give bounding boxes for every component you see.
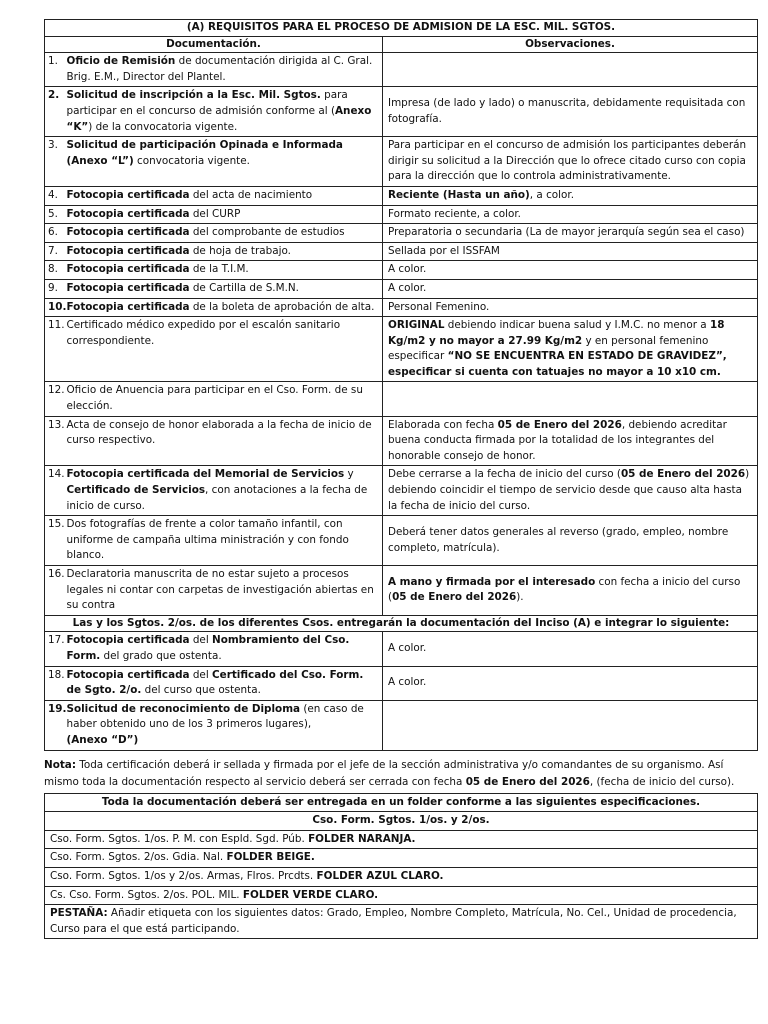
row-number: 13. xyxy=(45,416,67,466)
bold-text: Solicitud de inscripción a la Esc. Mil. Sgtos. xyxy=(66,89,321,102)
requirement-cell xyxy=(67,566,383,616)
table-row xyxy=(45,700,758,750)
text-run: de documentación dirigida al C. Gral. Brig. E.M., Director del Plantel. xyxy=(66,55,373,83)
text-run: Sellada por el ISSFAM xyxy=(388,244,500,257)
requirements-table xyxy=(44,19,758,751)
observation-cell xyxy=(383,261,758,280)
observation-cell xyxy=(383,566,758,616)
table-row xyxy=(45,317,758,382)
row-number: 11. xyxy=(45,317,67,382)
text-run: ) de la convocatoria vigente. xyxy=(88,120,238,133)
folder-cell xyxy=(45,867,758,886)
bold-text: Fotocopia certificada xyxy=(66,668,190,681)
observation-cell xyxy=(383,632,758,666)
observation-cell xyxy=(383,224,758,243)
requirement-cell xyxy=(67,186,383,205)
table-header-row xyxy=(45,36,758,53)
folder-cell xyxy=(45,905,758,939)
bold-text: Solicitud de reconocimiento de Diploma xyxy=(66,702,301,715)
observation-cell xyxy=(383,516,758,566)
requirement-cell xyxy=(67,298,383,317)
span-row xyxy=(45,615,758,632)
observation-cell xyxy=(383,53,758,87)
row-number: 10. xyxy=(45,298,67,317)
text-run: y en personal femenino especificar xyxy=(388,334,709,363)
text-run: Formato reciente, a color. xyxy=(388,207,521,220)
text-run: Oficio de Anuencia para participar en el Cso. Form. de su elección. xyxy=(66,384,363,413)
observation-cell xyxy=(383,205,758,224)
bold-text: Fotocopia certificada xyxy=(66,634,190,647)
text-run: Certificado médico expedido por el escalón sanitario correspondiente. xyxy=(66,319,341,347)
bold-text: (Anexo “D”) xyxy=(66,733,139,746)
observation-cell xyxy=(383,242,758,261)
text-run: Añadir etiqueta con los siguientes datos: Grado, Empleo, Nombre Completo, Matrícula, No. Cel., Unidad de procedencia, Curso para el que está participando. xyxy=(50,907,737,935)
bold-text: FOLDER AZUL CLARO. xyxy=(316,869,444,882)
bold-text: Certificado del Cso. Form. de Sgto. 2/o. xyxy=(66,668,364,697)
text-run: Personal Femenino. xyxy=(388,300,490,313)
table-row xyxy=(45,382,758,416)
row-number: 18. xyxy=(45,666,67,700)
bold-text: FOLDER NARANJA. xyxy=(308,832,416,845)
folder-subtitle: Cso. Form. Sgtos. 1/os. y 2/os. xyxy=(45,812,758,831)
folder-cell xyxy=(45,830,758,849)
bold-text: 18 Kg/m2 y no mayor a 27.99 Kg/m2 xyxy=(388,319,725,347)
table-row xyxy=(45,242,758,261)
row-number: 2. xyxy=(45,87,67,137)
bold-text: Fotocopia certificada xyxy=(66,188,190,201)
text-run: (en caso de haber obtenido uno de los 3 primeros lugares), xyxy=(66,702,364,731)
table-title: (A) REQUISITOS PARA EL PROCESO DE ADMISION DE LA ESC. MIL. SGTOS. xyxy=(45,20,758,37)
text-run: del CURP xyxy=(189,207,241,220)
bold-text: Nombramiento del Cso. Form. xyxy=(66,634,350,662)
bold-text: FOLDER BEIGE. xyxy=(226,851,315,864)
bold-text: 05 de Enero del 2026 xyxy=(465,775,590,788)
requirement-cell xyxy=(67,666,383,700)
text-run: Impresa (de lado y lado) o manuscrita, debidamente requisitada con fotografía. xyxy=(388,97,746,125)
text-run: Cso. Form. Sgtos. 1/os. P. M. con Espld. Sgd. Púb. xyxy=(50,832,309,845)
text-run: del comprobante de estudios xyxy=(189,226,345,239)
requirement-cell xyxy=(67,516,383,566)
text-run: debiendo indicar buena salud y I.M.C. no menor a xyxy=(444,319,710,332)
observation-cell xyxy=(383,466,758,516)
text-run: ) debiendo coincidir el tiempo de servicio desde que causo alta hasta la fecha de inicio del curso. xyxy=(388,468,750,512)
text-run: Preparatoria o secundaria (La de mayor jerarquía según sea el caso) xyxy=(388,226,745,239)
bold-text: A mano y firmada por el interesado xyxy=(388,575,596,588)
text-run: del xyxy=(189,634,213,647)
table-row xyxy=(45,224,758,243)
row-number: 17. xyxy=(45,632,67,666)
requirement-cell xyxy=(67,382,383,416)
observation-cell xyxy=(383,279,758,298)
table-row xyxy=(45,279,758,298)
text-run: Declaratoria manuscrita de no estar sujeto a procesos legales ni contar con carpetas de investigación abiertas en su contra xyxy=(66,568,374,612)
text-run: Cs. Cso. Form. Sgtos. 2/os. POL. MIL. xyxy=(50,888,243,901)
row-number: 6. xyxy=(45,224,67,243)
row-number: 4. xyxy=(45,186,67,205)
requirement-cell xyxy=(67,87,383,137)
folder-cell xyxy=(45,886,758,905)
bold-text: Anexo “K” xyxy=(66,104,372,133)
table-row xyxy=(45,566,758,616)
folder-row xyxy=(45,830,758,849)
table-row xyxy=(45,466,758,516)
table-row xyxy=(45,205,758,224)
row-number: 7. xyxy=(45,242,67,261)
table-row xyxy=(45,53,758,87)
observation-cell xyxy=(383,700,758,750)
text-run: A color. xyxy=(388,281,427,294)
text-run: con fecha a inicio del curso ( xyxy=(388,575,741,604)
text-run: de la boleta de aprobación de alta. xyxy=(189,300,375,313)
bold-text: 05 de Enero del 2026 xyxy=(392,591,517,604)
note-paragraph xyxy=(44,757,758,791)
requirement-cell xyxy=(67,416,383,466)
bold-text: Solicitud de participación Opinada e Informada (Anexo “L”) xyxy=(66,139,343,167)
bold-text: ORIGINAL xyxy=(388,319,445,332)
observation-cell xyxy=(383,298,758,317)
bold-text: Reciente (Hasta un año) xyxy=(388,188,530,201)
text-run: ). xyxy=(516,591,524,604)
row-number: 14. xyxy=(45,466,67,516)
table-row xyxy=(45,632,758,666)
bold-text: PESTAÑA: xyxy=(50,907,108,920)
requirement-cell xyxy=(67,261,383,280)
row-number: 19. xyxy=(45,700,67,750)
text-run: Debe cerrarse a la fecha de inicio del curso ( xyxy=(388,468,621,481)
additional-requirements-rows xyxy=(45,632,758,750)
folder-subtitle-row xyxy=(45,812,758,831)
bold-text: FOLDER VERDE CLARO. xyxy=(242,888,379,901)
table-row xyxy=(45,666,758,700)
text-run: Deberá tener datos generales al reverso (grado, empleo, nombre completo, matrícula). xyxy=(388,526,729,554)
text-run: A color. xyxy=(388,642,427,655)
folder-row xyxy=(45,867,758,886)
bold-text: “NO SE ENCUENTRA EN ESTADO DE GRAVIDEZ”, especificar si cuenta con tatuajes no mayor a 10 x10 cm. xyxy=(388,350,727,378)
requirement-cell xyxy=(67,317,383,382)
row-number: 9. xyxy=(45,279,67,298)
table-row xyxy=(45,186,758,205)
requirement-cell xyxy=(67,466,383,516)
table-row xyxy=(45,516,758,566)
requirement-cell xyxy=(67,242,383,261)
observation-cell xyxy=(383,666,758,700)
text-run: , a color. xyxy=(529,188,575,201)
text-run: Dos fotografías de frente a color tamaño infantil, con uniforme de campaña ultima ministración y con fondo blanco. xyxy=(66,518,349,562)
text-run: convocatoria vigente. xyxy=(133,154,250,167)
bold-text: Nota: xyxy=(44,758,76,771)
text-run: , debiendo acreditar buena conducta firmada por la totalidad de los integrantes del honorable consejo de honor. xyxy=(388,418,727,462)
observation-cell xyxy=(383,137,758,187)
text-run: A color. xyxy=(388,263,427,276)
bold-text: Fotocopia certificada xyxy=(66,226,190,239)
text-run: A color. xyxy=(388,676,427,689)
row-number: 15. xyxy=(45,516,67,566)
text-run: del acta de nacimiento xyxy=(189,188,313,201)
requirement-cell xyxy=(67,224,383,243)
observation-cell xyxy=(383,87,758,137)
observation-cell xyxy=(383,382,758,416)
row-number: 1. xyxy=(45,53,67,87)
requirement-cell xyxy=(67,632,383,666)
text-run: del xyxy=(189,668,213,681)
table-row xyxy=(45,137,758,187)
row-number: 16. xyxy=(45,566,67,616)
text-run: de Cartilla de S.M.N. xyxy=(189,281,299,294)
folder-row xyxy=(45,886,758,905)
bold-text: Fotocopia certificada xyxy=(66,207,190,220)
folder-table xyxy=(44,793,758,940)
text-run: Para participar en el concurso de admisión los participantes deberán dirigir su solicitud a la Dirección que lo ofrece citado curso con copia para la dirección que lo controla administrativamente. xyxy=(388,139,747,183)
text-run: , con anotaciones a la fecha de inicio de curso. xyxy=(66,484,368,512)
folder-row xyxy=(45,905,758,939)
observation-cell xyxy=(383,317,758,382)
requirement-cell xyxy=(67,137,383,187)
column-header-observations: Observaciones. xyxy=(383,36,758,53)
text-run: , (fecha de inicio del curso). xyxy=(589,775,735,788)
row-number: 3. xyxy=(45,137,67,187)
table-row xyxy=(45,87,758,137)
observation-cell xyxy=(383,186,758,205)
requirement-cell xyxy=(67,700,383,750)
column-header-documentation: Documentación. xyxy=(45,36,383,53)
row-number: 12. xyxy=(45,382,67,416)
table-row xyxy=(45,261,758,280)
requirement-cell xyxy=(67,279,383,298)
row-number: 8. xyxy=(45,261,67,280)
text-run: Acta de consejo de honor elaborada a la fecha de inicio de curso respectivo. xyxy=(66,418,372,447)
requirement-cell xyxy=(67,53,383,87)
text-run: Cso. Form. Sgtos. 2/os. Gdia. Nal. xyxy=(50,851,227,864)
bold-text: Certificado de Servicios xyxy=(66,484,206,497)
document-page xyxy=(44,19,758,939)
text-run: del grado que ostenta. xyxy=(100,649,222,662)
text-run: y xyxy=(344,468,354,481)
bold-text: Fotocopia certificada xyxy=(66,263,190,276)
text-run: del curso que ostenta. xyxy=(141,684,261,697)
bold-text: Fotocopia certificada xyxy=(66,244,190,257)
bold-text: 05 de Enero del 2026 xyxy=(497,418,622,431)
folder-title: Toda la documentación deberá ser entregada en un folder conforme a las siguientes especificaciones. xyxy=(45,793,758,812)
table-row xyxy=(45,416,758,466)
requirement-cell xyxy=(67,205,383,224)
folder-cell xyxy=(45,849,758,868)
text-run: Toda certificación deberá ir sellada y firmada por el jefe de la sección administrativa y/o comandantes de su organismo. Así mismo toda la documentación respecto al servicio deberá ser cerrada con fecha xyxy=(44,758,724,788)
folder-row xyxy=(45,849,758,868)
bold-text: Oficio de Remisión xyxy=(66,55,176,68)
folder-rows xyxy=(45,830,758,939)
bold-text: Fotocopia certificada xyxy=(66,300,190,313)
folder-title-row xyxy=(45,793,758,812)
text-run: Elaborada con fecha xyxy=(388,418,498,431)
bold-text: Fotocopia certificada xyxy=(66,281,190,294)
bold-text: Fotocopia certificada del Memorial de Servicios xyxy=(66,468,345,481)
text-run: Cso. Form. Sgtos. 1/os y 2/os. Armas, Flros. Prcdts. xyxy=(50,869,317,882)
table-row xyxy=(45,298,758,317)
bold-text: 05 de Enero del 2026 xyxy=(620,468,746,481)
table-title-row xyxy=(45,20,758,37)
requirements-rows xyxy=(45,53,758,616)
span-row-text: Las y los Sgtos. 2/os. de los diferentes Csos. entregarán la documentación del Inciso (A) e integrar lo siguiente: xyxy=(45,615,758,632)
text-run: de la T.I.M. xyxy=(189,263,249,276)
observation-cell xyxy=(383,416,758,466)
text-run: para participar en el concurso de admisión conforme al ( xyxy=(66,89,348,117)
text-run: de hoja de trabajo. xyxy=(189,244,291,257)
row-number: 5. xyxy=(45,205,67,224)
